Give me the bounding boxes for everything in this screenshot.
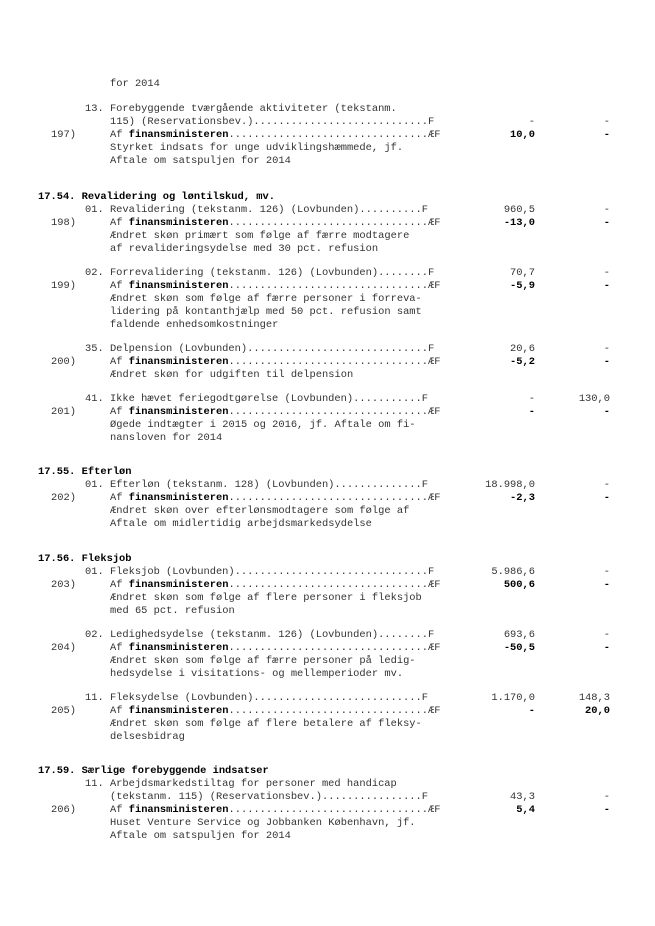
value-col1: 20,6 xyxy=(510,343,535,355)
amendment-line: Af finansministeren................................ÆF xyxy=(110,492,441,504)
explanation: nansloven for 2014 xyxy=(110,432,223,444)
change-col1: 500,6 xyxy=(503,579,535,591)
amendment-line: Af finansministeren................................ÆF xyxy=(110,642,441,654)
explanation: faldende enhedsomkostninger xyxy=(110,319,279,331)
amendment-number: 203) xyxy=(51,579,76,591)
amendment-number: 197) xyxy=(51,129,76,141)
change-col2: 20,0 xyxy=(585,705,610,717)
change-col2: - xyxy=(603,492,610,504)
amendment-line: Af finansministeren................................ÆF xyxy=(110,129,441,141)
explanation: med 65 pct. refusion xyxy=(110,605,235,617)
section-heading-17-56: 17.56. Fleksjob xyxy=(38,553,132,565)
amendment-number: 205) xyxy=(51,705,76,717)
amendment-number: 206) xyxy=(51,804,76,816)
change-col2: - xyxy=(603,280,610,292)
amendment-number: 198) xyxy=(51,217,76,229)
explanation: Aftale om satspuljen for 2014 xyxy=(110,830,291,842)
amendment-number: 200) xyxy=(51,356,76,368)
value-col2: - xyxy=(603,116,610,128)
explanation: lidering på kontanthjælp med 50 pct. refusion samt xyxy=(110,306,422,318)
explanation: Ændret skøn som følge af flere betalere af fleksy- xyxy=(110,718,422,730)
amendment-number: 199) xyxy=(51,280,76,292)
change-col2: - xyxy=(603,579,610,591)
value-col2: - xyxy=(603,791,610,803)
change-col1: -5,2 xyxy=(510,356,535,368)
value-col1: 5.986,6 xyxy=(491,566,535,578)
amendment-line: Af finansministeren................................ÆF xyxy=(110,804,441,816)
value-col1: 693,6 xyxy=(503,629,535,641)
item-title: 13. Forebyggende tværgående aktiviteter (tekstanm. xyxy=(85,103,397,115)
explanation: Ændret skøn som følge af flere personer i fleksjob xyxy=(110,592,422,604)
explanation: Ændret skøn som følge af færre personer i forreva- xyxy=(110,293,422,305)
change-col2: - xyxy=(603,804,610,816)
amendment-line: Af finansministeren................................ÆF xyxy=(110,356,441,368)
item-title: (tekstanm. 115) (Reservationsbev.)................F xyxy=(110,791,429,803)
explanation: delsesbidrag xyxy=(110,731,185,743)
item-title: 35. Delpension (Lovbunden).............................F xyxy=(85,343,435,355)
change-col1: - xyxy=(528,406,535,418)
explanation: Huset Venture Service og Jobbanken København, jf. xyxy=(110,817,416,829)
explanation: af revalideringsydelse med 30 pct. refusion xyxy=(110,243,379,255)
item-title: 11. Arbejdsmarkedstiltag for personer med handicap xyxy=(85,778,397,790)
value-col2: - xyxy=(603,479,610,491)
value-col2: - xyxy=(603,566,610,578)
value-col2: - xyxy=(603,267,610,279)
explanation: Ændret skøn som følge af færre personer på ledig- xyxy=(110,655,416,667)
change-col1: 10,0 xyxy=(510,129,535,141)
change-col1: - xyxy=(528,705,535,717)
amendment-line: Af finansministeren................................ÆF xyxy=(110,579,441,591)
leader-dots: ................................ÆF xyxy=(228,129,441,141)
explanation: hedsydelse i visitations- og mellemperioder mv. xyxy=(110,668,404,680)
value-col1: 43,3 xyxy=(510,791,535,803)
value-col2: 130,0 xyxy=(578,393,610,405)
value-col1: - xyxy=(528,393,535,405)
change-col1: -5,9 xyxy=(510,280,535,292)
value-col1: 1.170,0 xyxy=(491,692,535,704)
value-col1: - xyxy=(528,116,535,128)
change-col2: - xyxy=(603,129,610,141)
change-col2: - xyxy=(603,217,610,229)
item-title: 01. Fleksjob (Lovbunden)...............................F xyxy=(85,566,435,578)
item-title: 41. Ikke hævet feriegodtgørelse (Lovbunden)...........F xyxy=(85,393,428,405)
change-col1: -13,0 xyxy=(503,217,535,229)
section-heading-17-59: 17.59. Særlige forebyggende indsatser xyxy=(38,765,269,777)
change-col2: - xyxy=(603,406,610,418)
explanation: Ændret skøn primært som følge af færre modtagere xyxy=(110,230,410,242)
explanation: Øgede indtægter i 2015 og 2016, jf. Aftale om fi- xyxy=(110,419,416,431)
item-title: 02. Ledighedsydelse (tekstanm. 126) (Lovbunden)........F xyxy=(85,629,435,641)
item-title: 02. Forrevalidering (tekstanm. 126) (Lovbunden)........F xyxy=(85,267,435,279)
value-col2: 148,3 xyxy=(578,692,610,704)
explanation: Ændret skøn for udgiften til delpension xyxy=(110,369,354,381)
item-title: 01. Revalidering (tekstanm. 126) (Lovbunden)..........F xyxy=(85,204,428,216)
amendment-line: Af finansministeren................................ÆF xyxy=(110,705,441,717)
value-col2: - xyxy=(603,204,610,216)
amendment-number: 201) xyxy=(51,406,76,418)
amendment-line: Af finansministeren................................ÆF xyxy=(110,280,441,292)
explanation: Ændret skøn over efterlønsmodtagere som følge af xyxy=(110,505,410,517)
change-col2: - xyxy=(603,356,610,368)
section-heading-17-54: 17.54. Revalidering og løntilskud, mv. xyxy=(38,191,275,203)
value-col2: - xyxy=(603,629,610,641)
item-title: 01. Efterløn (tekstanm. 128) (Lovbunden)..............F xyxy=(85,479,428,491)
amendment-line: Af finansministeren................................ÆF xyxy=(110,406,441,418)
value-col2: - xyxy=(603,343,610,355)
amendment-line: Af finansministeren................................ÆF xyxy=(110,217,441,229)
change-col2: - xyxy=(603,642,610,654)
item-title: 11. Fleksydelse (Lovbunden)...........................F xyxy=(85,692,428,704)
change-col1: 5,4 xyxy=(516,804,535,816)
amendment-number: 202) xyxy=(51,492,76,504)
item-title: 115) (Reservationsbev.)............................F xyxy=(110,116,435,128)
change-col1: -50,5 xyxy=(503,642,535,654)
explanation: Aftale om satspuljen for 2014 xyxy=(110,155,291,167)
section-heading-17-55: 17.55. Efterløn xyxy=(38,466,132,478)
value-col1: 960,5 xyxy=(503,204,535,216)
explanation: Aftale om midlertidig arbejdsmarkedsydelse xyxy=(110,518,372,530)
value-col1: 18.998,0 xyxy=(485,479,535,491)
value-col1: 70,7 xyxy=(510,267,535,279)
explanation: Styrket indsats for unge udviklingshæmmede, jf. xyxy=(110,142,404,154)
continuation-text: for 2014 xyxy=(110,78,160,90)
change-col1: -2,3 xyxy=(510,492,535,504)
amendment-number: 204) xyxy=(51,642,76,654)
